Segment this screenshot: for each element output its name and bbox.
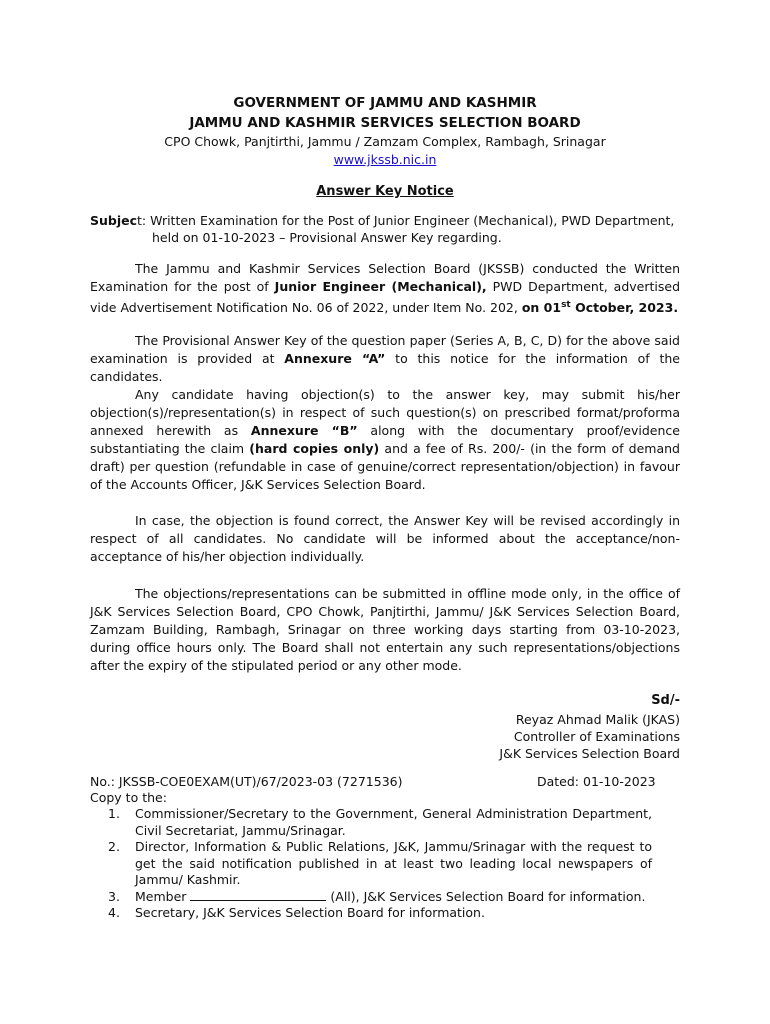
list-item-number: 2. [108, 839, 120, 854]
exam-date-suffix: st [561, 300, 571, 310]
para2-text-1: The Provisional Answer Key of the question paper (Series A, B, C, D) for the above said examination is provided at [90, 333, 680, 366]
list-item [90, 839, 652, 889]
paragraph-provisional-key [90, 332, 680, 386]
paragraph-revision: In case, the objection is found correct, the Answer Key will be revised accordingly in respect of all candidates. No candidate will be informed about the acceptance/non-acceptance of his/her objection individually. [90, 513, 680, 564]
subject-block [90, 212, 690, 246]
para3-text-2: along with the documentary proof/evidence substantiating the claim [90, 423, 680, 456]
para1-text-1: The Jammu and Kashmir Services Selection Board (JKSSB) conducted the Written Examination for the post of [90, 261, 680, 294]
board-heading: JAMMU AND KASHMIR SERVICES SELECTION BOARD [189, 115, 581, 131]
signature-block [499, 711, 680, 762]
paragraph-objections [90, 386, 680, 494]
para2-text-2: to this notice for the information of the candidates. [90, 351, 680, 384]
para3-text-1: Any candidate having objection(s) to the answer key, may submit his/her objection(s)/representation(s) in respect of such question(s) on prescribed format/proforma annexed herewith as [90, 387, 680, 438]
list-item-text: (All), J&K Services Selection Board for information. [330, 888, 646, 904]
list-item [90, 905, 652, 922]
paragraph-submission-mode: The objections/representations can be submitted in offline mode only, in the office of J&K Services Selection Board, CPO Chowk, Panjtirthi, Jammu/ J&K Services Selection Board, Zamzam Building, Rambagh, Srinagar on three working days starting from 03-10-2023, during office hours only. The Board shall not entertain any such representations/objections after the expiry of the stipulated period or any other mode. [90, 586, 680, 673]
subject-line-1 [90, 212, 690, 229]
list-item-text: Secretary, J&K Services Selection Board for information. [135, 905, 485, 920]
list-item-text: Director, Information & Public Relations, J&K, Jammu/Srinagar with the request to get the said notification published in at least two leading local newspapers of Jammu/ Kashmir. [135, 839, 652, 887]
post-name: Junior Engineer (Mechanical), [274, 279, 487, 294]
para3-text-3: and a fee of Rs. 200/- (in the form of demand draft) per question (refundable in case of genuine/correct representation/objection) in favour of the Accounts Officer, J&K Services Selection Board. [90, 441, 680, 492]
subject-label-bold: Subjec [90, 213, 138, 228]
list-item-text: Member [135, 888, 187, 904]
signatory-office: J&K Services Selection Board [499, 746, 680, 761]
board-address: CPO Chowk, Panjtirthi, Jammu / Zamzam Complex, Rambagh, Srinagar [164, 134, 606, 149]
signatory-name: Reyaz Ahmad Malik (JKAS) [515, 712, 680, 727]
reference-date: Dated: 01-10-2023 [537, 774, 656, 789]
notice-title: Answer Key Notice [316, 184, 454, 199]
member-blank-line [190, 889, 326, 901]
signatory-designation: Controller of Examinations [513, 729, 680, 744]
subject-label-rest: t: [137, 213, 147, 228]
government-heading: GOVERNMENT OF JAMMU AND KASHMIR [233, 95, 537, 111]
paragraph-examination-conducted [90, 260, 680, 317]
subject-line-2: held on 01-10-2023 – Provisional Answer Key regarding. [152, 230, 502, 245]
list-item [90, 806, 652, 839]
annexure-b: Annexure “B” [250, 423, 358, 438]
reference-number: No.: JKSSB-COE0EXAM(UT)/67/2023-03 (7271536) [90, 774, 403, 789]
list-item-text: Commissioner/Secretary to the Government, General Administration Department, Civil Secretariat, Jammu/Srinagar. [135, 806, 652, 838]
subject-text-1: Written Examination for the Post of Junior Engineer (Mechanical), PWD Department, [150, 213, 675, 228]
annexure-a: Annexure “A” [284, 351, 386, 366]
list-item-number: 4. [108, 905, 120, 920]
exam-date-prefix: on 01 [521, 300, 562, 316]
list-item-number: 3. [108, 888, 120, 904]
exam-date-month: October, 2023. [570, 300, 679, 316]
copy-to-list [90, 806, 652, 922]
signature-sd: Sd/- [651, 693, 680, 708]
list-item [90, 889, 652, 906]
para1-text-2: PWD Department, advertised vide Advertisement Notification No. 06 of 2022, under Item No. 202, [90, 279, 681, 316]
hard-copies-only: (hard copies only) [249, 441, 380, 456]
website-link[interactable]: www.jkssb.nic.in [333, 152, 437, 167]
copy-to-label: Copy to the: [90, 790, 167, 805]
list-item-number: 1. [108, 806, 120, 821]
